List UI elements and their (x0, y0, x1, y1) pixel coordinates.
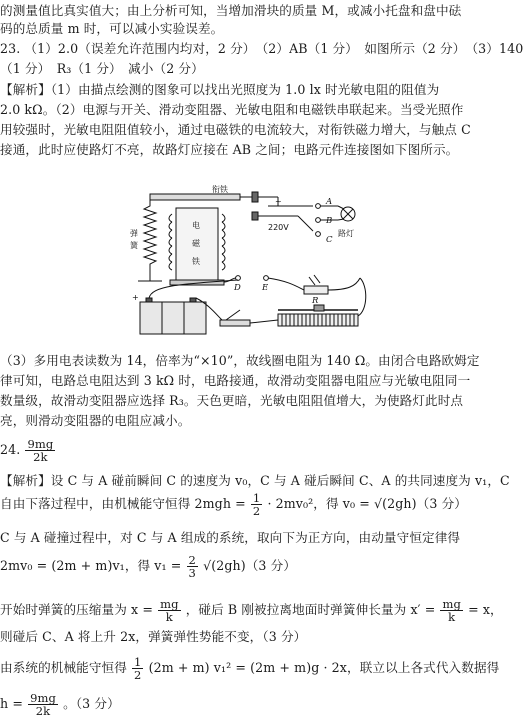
q24-answer-fraction: $\frac{9mg}{2k}$ (27, 437, 54, 464)
spring-label-2: 簧 (130, 241, 138, 250)
coil-label-3: 铁 (192, 257, 200, 266)
q24-number: 24. (0, 442, 21, 457)
q23-part3-line-1: （3）多用电表读数为 14，倍率为“×10”，故线圈电阻为 140 Ω。由闭合电路欧姆定 (0, 353, 480, 368)
coil-label-1: 电 (192, 221, 200, 230)
battery-plus-label: + (132, 293, 139, 302)
point-d-label: D (234, 283, 241, 293)
text-line-2: 码的总质量 m 时，可以减小实验误差。 (0, 21, 224, 36)
q24-analysis-line-3: C 与 A 碰撞过程中，对 C 与 A 组成的系统，取向下为正方向，由动量守恒定律得 (0, 530, 461, 545)
q23-answer-line-1: 23. （1）2.0（误差允许范围内均对，2 分） （2）AB（1 分） 如图所示（2 分） （3）140 (0, 41, 523, 56)
circuit-diagram (128, 186, 378, 346)
lamp-label: 路灯 (338, 229, 354, 238)
fraction: $\frac{2}{3}$ (188, 553, 196, 580)
fraction: $\frac{mg}{k}$ (160, 597, 179, 624)
q23-part3-line-3: 数量级，故滑动变阻器应选择 R₃。天色更暗，光敏电阻阻值增大，为使路灯此时点 (0, 393, 464, 408)
q23-answer-line-2: （1 分） R₃（1 分） 减小（2 分） (0, 61, 204, 76)
q24-analysis-line-2: 自由下落过程中，由机械能守恒得 2mgh = $\frac{1}{2}$ · 2mv₀²，得 v₀ = √(2gh)（3 分） (0, 491, 467, 518)
armature-label: 衔铁 (212, 185, 228, 194)
q23-analysis-line-1: 【解析】（1）由描点绘测的图象可以找出光照度为 1.0 lx 时光敏电阻的阻值为 (0, 82, 440, 97)
fraction: $\frac{1}{2}$ (252, 491, 261, 518)
text-line-1: 的测量值比真实值大；由上分析可知，当增加滑块的质量 M，或减小托盘和盘中砝 (0, 3, 462, 18)
spring-label-1: 弹 (130, 229, 138, 238)
point-a-label: A (326, 197, 333, 207)
fraction: $\frac{1}{2}$ (134, 655, 142, 682)
voltage-label: 220V (268, 223, 289, 232)
q24-analysis-line-1: 【解析】设 C 与 A 碰前瞬间 C 的速度为 v₀，C 与 A 碰后瞬间 C、A 的共同速度为 v₁，C (0, 473, 510, 488)
fraction: $\frac{mg}{k}$ (442, 597, 461, 624)
q24-analysis-line-4: 2mv₀ = (2m + m)v₁，得 v₁ = $\frac{2}{3}$ √(2gh)（3 分） (0, 553, 297, 580)
ac-symbol: ~ (275, 197, 282, 206)
point-b-label: B (326, 216, 333, 226)
q23-part3-line-2: 律可知，电路总电阻达到 3 kΩ 时，电路接通，故滑动变阻器电阻应与光敏电阻同一 (0, 373, 471, 388)
q24-answer (0, 438, 56, 463)
coil-label-2: 磁 (192, 239, 200, 248)
q24-analysis-line-5: 开始时弹簧的压缩量为 x = $\frac{mg}{k}$ ，碰后 B 刚被拉离地面时弹簧伸长量为 x′ = $\frac{mg}{k}$ = x， (0, 597, 503, 624)
resistor-r-label: R (312, 296, 319, 306)
q23-analysis-line-4: 接通，此时应使路灯不亮，故路灯应接在 AB 之间；电路元件连接图如下图所示。 (0, 142, 459, 157)
q24-analysis-line-8: h = $\frac{9mg}{2k}$ 。（3 分） (0, 691, 120, 718)
q23-analysis-line-3: 用较强时，光敏电阻阻值较小，通过电磁铁的电流较大，对衔铁磁力增大，与触点 C (0, 122, 471, 137)
q23-analysis-line-2: 2.0 kΩ。（2）电源与开关、滑动变阻器、光敏电阻和电磁铁串联起来。当受光照作 (0, 102, 464, 117)
fraction: $\frac{9mg}{2k}$ (30, 691, 56, 718)
q24-analysis-line-6: 则碰后 C、A 将上升 2x，弹簧弹性势能不变，（3 分） (0, 629, 307, 644)
point-c-label: C (326, 235, 333, 245)
point-e-label: E (262, 283, 269, 293)
q24-analysis-line-7: 由系统的机械能守恒得 $\frac{1}{2}$ (2m + m) v₁² = (2m + m)g · 2x，联立以上各式代入数据得 (0, 655, 500, 682)
q23-part3-line-4: 亮，则滑动变阻器的电阻应减小。 (0, 413, 191, 428)
